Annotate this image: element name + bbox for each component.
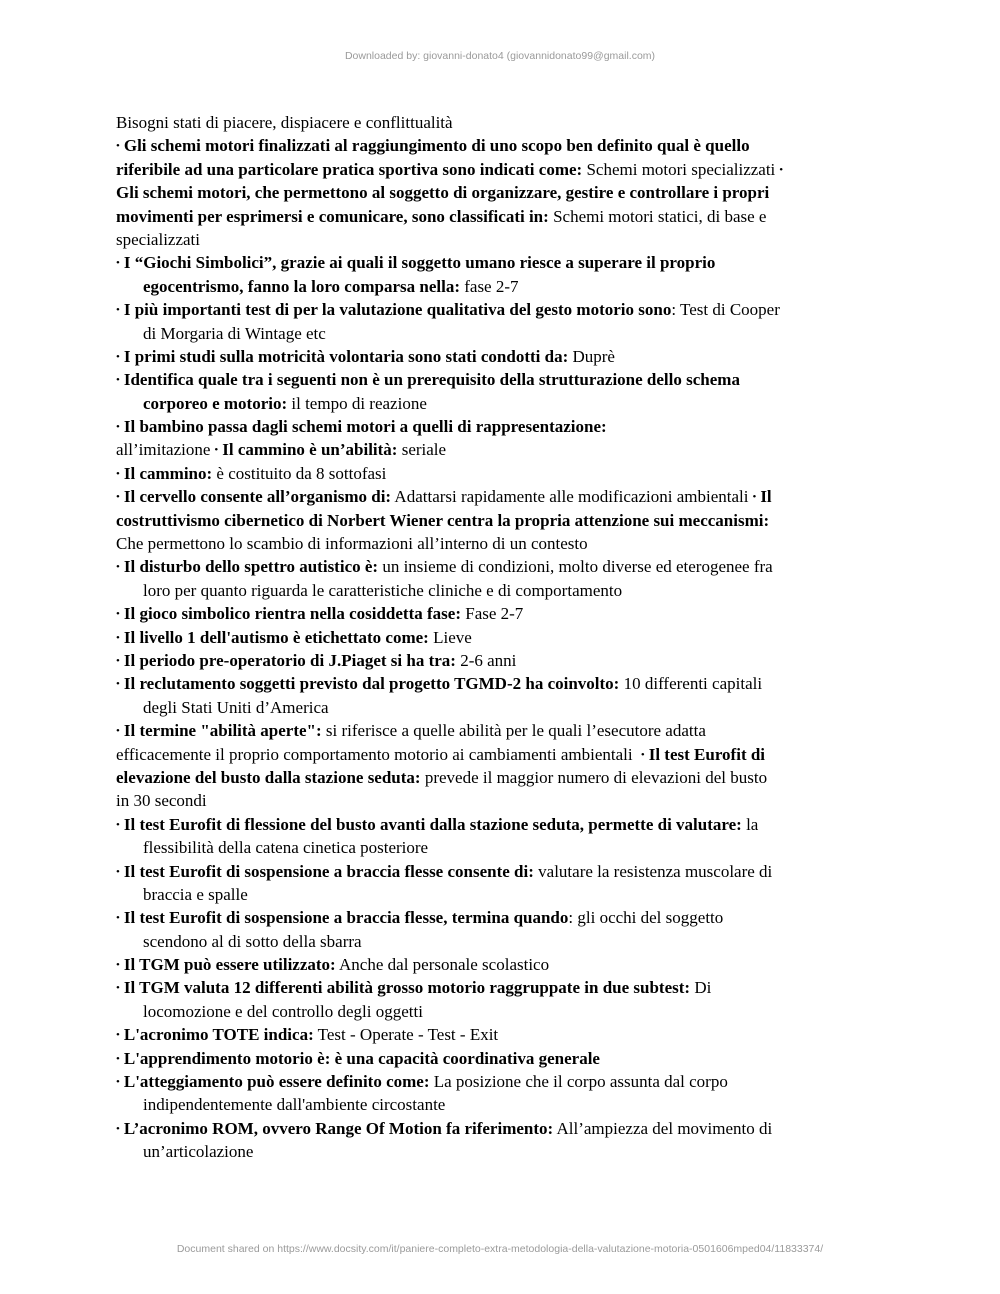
question-text: Il TGM valuta 12 differenti abilità grosso motorio raggruppate in due subtest: — [123, 978, 691, 998]
answer-text: locomozione e del controllo degli oggetti — [143, 1001, 423, 1021]
list-item — [116, 485, 868, 508]
list-item — [116, 602, 868, 625]
question-text: Il — [760, 487, 772, 507]
text-line — [116, 789, 868, 812]
answer-text: : gli occhi del soggetto — [568, 908, 724, 928]
question-text: Il bambino passa dagli schemi motori a quelli di rappresentazione: — [123, 417, 607, 437]
bullet: • — [116, 421, 120, 434]
text-line — [116, 1000, 868, 1023]
list-item — [116, 1047, 868, 1070]
list-item — [116, 626, 868, 649]
answer-text: all’imitazione — [116, 440, 211, 460]
bullet: • — [116, 467, 120, 480]
list-item — [116, 953, 868, 976]
list-item — [116, 719, 868, 742]
question-text: elevazione del busto dalla stazione seduta: — [116, 767, 421, 787]
question-text: Il cammino: — [123, 463, 213, 483]
bullet: • — [116, 374, 120, 387]
text-line — [116, 275, 868, 298]
answer-text: di Morgaria di Wintage etc — [143, 323, 326, 343]
question-text: I più importanti test di per la valutazione qualitativa del gesto motorio sono — [123, 300, 672, 320]
list-item — [116, 1070, 868, 1093]
question-text: egocentrismo, fanno la loro comparsa nella: — [143, 276, 460, 296]
answer-text: braccia e spalle — [143, 884, 248, 904]
answer-text: un’articolazione — [143, 1142, 254, 1162]
bullet: • — [779, 163, 784, 176]
answer-text: un insieme di condizioni, molto diverse ed eterogenee fra — [378, 557, 773, 577]
bullet: • — [116, 631, 120, 644]
text-line — [116, 509, 868, 532]
answer-text: Duprè — [568, 346, 615, 366]
text-line — [116, 696, 868, 719]
bullet: • — [116, 1052, 120, 1065]
list-item — [116, 1117, 868, 1140]
answer-text: valutare la resistenza muscolare di — [533, 861, 773, 881]
text-line — [116, 228, 868, 251]
answer-text: Test - Operate - Test - Exit — [313, 1025, 499, 1045]
list-item — [116, 860, 868, 883]
text-line — [116, 392, 868, 415]
question-text: Gli schemi motori, che permettono al soggetto di organizzare, gestire e controllare i propri — [116, 183, 770, 203]
question-text: Il reclutamento soggetti previsto dal progetto TGMD-2 ha coinvolto: — [123, 674, 620, 694]
question-text: Il cervello consente all’organismo di: — [123, 487, 392, 507]
bullet: • — [116, 982, 120, 995]
question-text: Il test Eurofit di sospensione a braccia flesse, termina quando — [123, 908, 569, 928]
question-text: Il termine "abilità aperte": — [123, 721, 322, 741]
text-line — [116, 438, 868, 461]
list-item — [116, 298, 868, 321]
bullet: • — [116, 678, 120, 691]
answer-text: Fase 2-7 — [460, 604, 524, 624]
bullet: • — [640, 748, 645, 761]
bullet: • — [116, 304, 120, 317]
answer-text: è costituito da 8 sottofasi — [212, 463, 387, 483]
question-text: Identifica quale tra i seguenti non è un prerequisito della strutturazione dello schema — [123, 370, 740, 390]
question-text: Il periodo pre-operatorio di J.Piaget si ha tra: — [123, 650, 456, 670]
answer-text: specializzati — [116, 229, 201, 249]
question-text: Il disturbo dello spettro autistico è: — [123, 557, 379, 577]
download-header: Downloaded by: giovanni-donato4 (giovannidonato99@gmail.com) — [344, 50, 656, 62]
question-text: L'atteggiamento può essere definito come: — [123, 1072, 430, 1092]
line-text: Bisogni stati di piacere, dispiacere e conflittualità — [116, 113, 453, 132]
answer-text: la — [741, 814, 759, 834]
answer-text: All’ampiezza del movimento di — [553, 1118, 773, 1138]
list-item — [116, 1023, 868, 1046]
answer-text: Lieve — [428, 627, 472, 647]
bullet: • — [116, 561, 120, 574]
text-line — [116, 1093, 868, 1116]
bullet: • — [116, 818, 120, 831]
bullet: • — [116, 257, 120, 270]
question-text: Il cammino è un’abilità: — [222, 440, 398, 460]
text-line — [116, 579, 868, 602]
list-item — [116, 976, 868, 999]
list-item — [116, 415, 868, 438]
question-text: L’acronimo ROM, ovvero Range Of Motion fa riferimento: — [123, 1118, 554, 1138]
bullet: • — [116, 654, 120, 667]
text-line — [116, 766, 868, 789]
bullet: • — [116, 865, 120, 878]
answer-text: in 30 secondi — [116, 791, 207, 811]
bullet: • — [116, 912, 120, 925]
bullet: • — [214, 444, 219, 457]
list-item — [116, 345, 868, 368]
text-line — [116, 532, 868, 555]
answer-text: fase 2-7 — [459, 276, 519, 296]
question-text: Il TGM può essere utilizzato: — [123, 955, 336, 975]
bullet: • — [116, 491, 120, 504]
answer-text: seriale — [397, 440, 447, 460]
list-item — [116, 813, 868, 836]
bullet: • — [116, 959, 120, 972]
question-text: I primi studi sulla motricità volontaria sono stati condotti da: — [123, 346, 569, 366]
answer-text: indipendentemente dall'ambiente circostante — [143, 1095, 446, 1115]
answer-text: flessibilità della catena cinetica posteriore — [143, 838, 429, 858]
answer-text: loro per quanto riguarda le caratteristiche cliniche e di comportamento — [143, 580, 623, 600]
text-line — [116, 930, 868, 953]
answer-text: Schemi motori statici, di base e — [548, 206, 767, 226]
question-text: L'acronimo TOTE indica: — [123, 1025, 314, 1045]
list-item — [116, 368, 868, 391]
answer-text: Schemi motori specializzati — [582, 159, 776, 179]
question-text: Il test Eurofit di flessione del busto avanti dalla stazione seduta, permette di valutare: — [123, 814, 742, 834]
question-text: riferibile ad una particolare pratica sportiva sono indicati come: — [116, 159, 583, 179]
question-text: L'apprendimento motorio è: è una capacità coordinativa generale — [123, 1048, 600, 1068]
answer-text: degli Stati Uniti d’America — [143, 697, 329, 717]
question-text: Il gioco simbolico rientra nella cosiddetta fase: — [123, 604, 461, 624]
question-text: Il test Eurofit di — [648, 744, 766, 764]
bullet: • — [752, 491, 757, 504]
answer-text: efficacemente il proprio comportamento motorio ai cambiamenti ambientali — [116, 744, 637, 764]
text-line — [116, 743, 868, 766]
answer-text: 2-6 anni — [455, 650, 517, 670]
list-item — [116, 555, 868, 578]
list-item — [116, 134, 868, 157]
list-item — [116, 649, 868, 672]
text-line — [116, 883, 868, 906]
bullet: • — [116, 1122, 120, 1135]
source-footer: Document shared on https://www.docsity.com/it/paniere-completo-extra-metodologia-della-valutazione-motoria-0501606mped04/11833374/ — [176, 1243, 824, 1255]
answer-text: : Test di Cooper — [671, 300, 780, 320]
text-line — [116, 1140, 868, 1163]
bullet: • — [116, 608, 120, 621]
question-text: movimenti per esprimersi e comunicare, sono classificati in: — [116, 206, 549, 226]
text-line — [116, 836, 868, 859]
answer-text: prevede il maggior numero di elevazioni del busto — [420, 767, 768, 787]
answer-text: 10 differenti capitali — [619, 674, 763, 694]
answer-text: il tempo di reazione — [287, 393, 427, 413]
question-text: costruttivismo cibernetico di Norbert Wiener centra la propria attenzione sui meccanismi: — [116, 510, 770, 530]
list-item — [116, 462, 868, 485]
answer-text: Anche dal personale scolastico — [335, 955, 550, 975]
question-text: Il test Eurofit di sospensione a braccia flesse consente di: — [123, 861, 534, 881]
text-line — [116, 205, 868, 228]
list-item — [116, 251, 868, 274]
bullet: • — [116, 1029, 120, 1042]
question-text: I “Giochi Simbolici”, grazie ai quali il soggetto umano riesce a superare il proprio — [123, 253, 716, 273]
text-line — [116, 111, 868, 134]
answer-text: Adattarsi rapidamente alle modificazioni ambientali — [391, 487, 749, 507]
question-text: Gli schemi motori finalizzati al raggiungimento di uno scopo ben definito qual è quello — [123, 136, 750, 156]
bullet: • — [116, 140, 120, 153]
bullet: • — [116, 1076, 120, 1089]
answer-text: Di — [690, 978, 712, 998]
answer-text: Che permettono lo scambio di informazioni all’interno di un contesto — [116, 534, 588, 554]
bullet: • — [116, 350, 120, 363]
question-text: corporeo e motorio: — [143, 393, 288, 413]
bullet: • — [116, 725, 120, 738]
text-line — [116, 158, 868, 181]
list-item — [116, 672, 868, 695]
document-body — [116, 111, 868, 1164]
answer-text: scendono al di sotto della sbarra — [143, 931, 362, 951]
answer-text: La posizione che il corpo assunta dal corpo — [429, 1072, 728, 1092]
text-line — [116, 181, 868, 204]
answer-text: si riferisce a quelle abilità per le quali l’esecutore adatta — [321, 721, 706, 741]
list-item — [116, 906, 868, 929]
text-line — [116, 322, 868, 345]
question-text: Il livello 1 dell'autismo è etichettato come: — [123, 627, 429, 647]
